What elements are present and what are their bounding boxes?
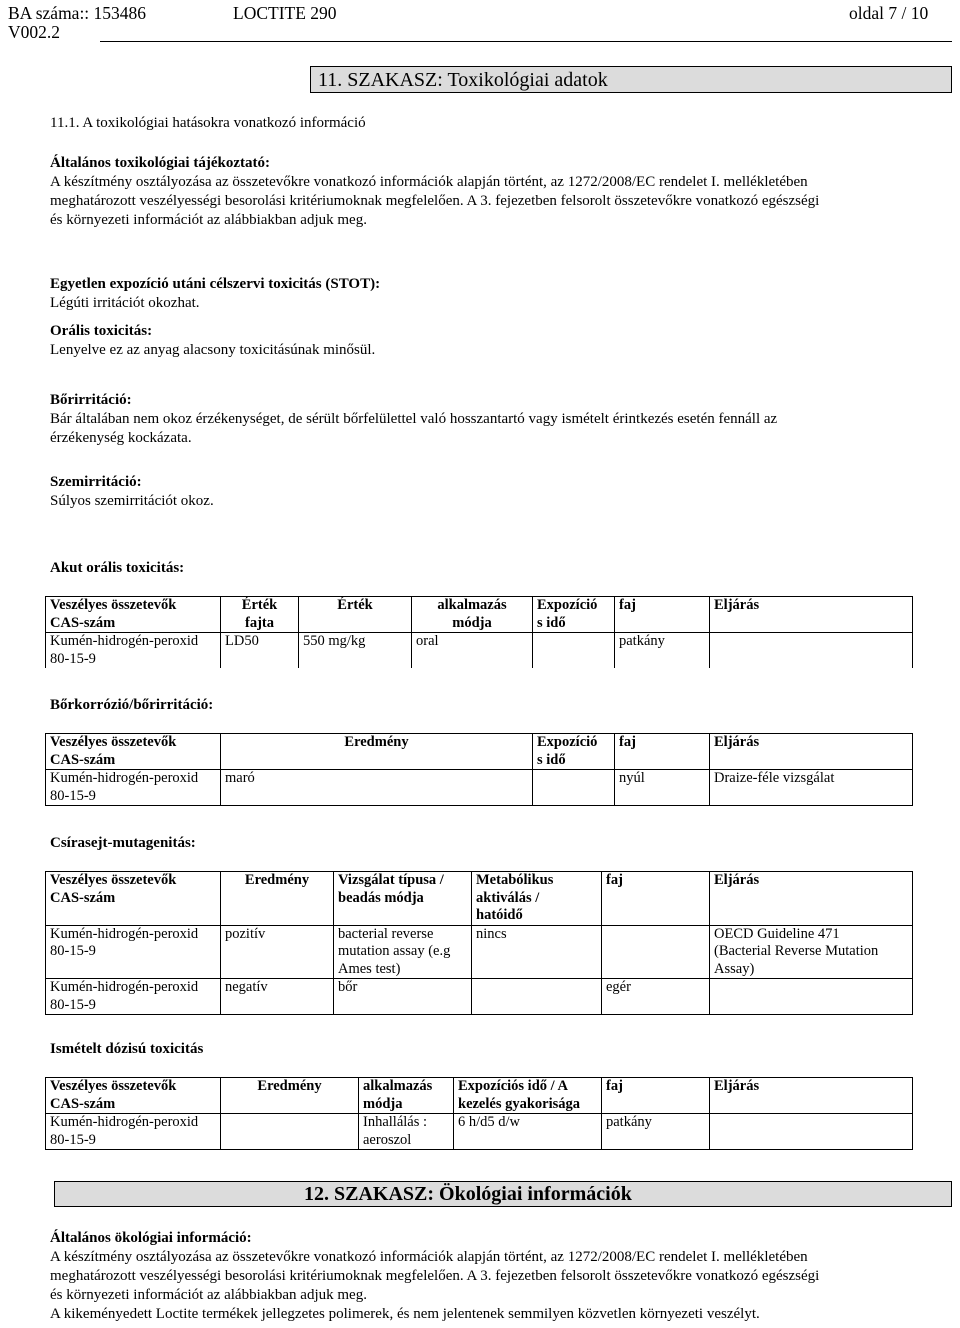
eco-text-2: meghatározott veszélyességi besorolási kritériumoknak megfelelően. A 3. fejezetben felsorolt összetevőkre vonatkozó egészségi <box>50 1268 820 1284</box>
col-method: Eljárás <box>710 734 913 770</box>
cell-metabolic: nincs <box>472 925 602 979</box>
cell-species: nyúl <box>615 770 710 806</box>
col-test-type: Vizsgálat típusa / beadás módja <box>334 872 472 926</box>
cell-method: Draize-féle vizsgálat <box>710 770 913 806</box>
header-divider <box>100 41 952 42</box>
stot-text: Légúti irritációt okozhat. <box>50 295 200 311</box>
cell-method <box>710 979 913 1015</box>
skin-irritation-heading: Bőrirritáció: <box>50 392 132 408</box>
cell-route: Inhallálás : aeroszol <box>359 1114 454 1150</box>
cell-method: OECD Guideline 471 (Bacterial Reverse Mutation Assay) <box>710 925 913 979</box>
cell-test-type: bacterial reverse mutation assay (e.g Ames test) <box>334 925 472 979</box>
mutagenicity-heading: Csírasejt-mutagenitás: <box>50 835 196 851</box>
cell-exposure: 6 h/d5 d/w <box>454 1114 602 1150</box>
cell-species: patkány <box>602 1114 710 1150</box>
cell-component: Kumén-hidrogén-peroxid 80-15-9 <box>46 633 221 669</box>
col-species: faj <box>602 1078 710 1114</box>
cell-result <box>221 1114 359 1150</box>
col-method: Eljárás <box>710 872 913 926</box>
table-header-row <box>46 872 913 926</box>
general-tox-text-2: meghatározott veszélyességi besorolási kritériumoknak megfelelően. A 3. fejezetben felsorolt összetevőkre vonatkozó egészségi <box>50 193 820 209</box>
cell-component: Kumén-hidrogén-peroxid 80-15-9 <box>46 1114 221 1150</box>
col-exposure: Expozíció s idő <box>533 597 615 633</box>
skin-corrosion-table <box>45 733 913 806</box>
col-value-type: Érték fajta <box>221 597 299 633</box>
eco-text-3: és környezeti információt az alábbiakban adjuk meg. <box>50 1287 367 1303</box>
table-row <box>46 979 913 1015</box>
oral-text: Lenyelve ez az anyag alacsony toxicitásúnak minősül. <box>50 342 376 358</box>
repeated-dose-table <box>45 1077 913 1150</box>
table-header-row <box>46 734 913 770</box>
general-tox-text-1: A készítmény osztályozása az összetevőkre vonatkozó információk alapján történt, az 1272/2008/EC rendelet I. mellékletében <box>50 174 808 190</box>
col-result: Eredmény <box>221 734 533 770</box>
cell-result: negatív <box>221 979 334 1015</box>
col-component: Veszélyes összetevők CAS-szám <box>46 597 221 633</box>
cell-species: egér <box>602 979 710 1015</box>
col-route: alkalmazás módja <box>359 1078 454 1114</box>
eco-general-heading: Általános ökológiai információ: <box>50 1230 252 1246</box>
cell-species <box>602 925 710 979</box>
eye-irritation-heading: Szemirritáció: <box>50 474 142 490</box>
stot-heading: Egyetlen expozíció utáni célszervi toxicitás (STOT): <box>50 276 381 292</box>
table-row <box>46 633 913 669</box>
col-result: Eredmény <box>221 872 334 926</box>
table-row <box>46 770 913 806</box>
col-component: Veszélyes összetevők CAS-szám <box>46 872 221 926</box>
table-header-row <box>46 597 913 633</box>
eco-text-4: A kikeményedett Loctite termékek jellegzetes polimerek, és nem jelentenek semmilyen közvetlen környezeti veszélyt. <box>50 1306 760 1322</box>
header-version: V002.2 <box>8 22 61 42</box>
cell-exposure <box>533 770 615 806</box>
section-12-title: 12. SZAKASZ: Ökológiai információk <box>304 1183 632 1205</box>
cell-result: pozitív <box>221 925 334 979</box>
cell-method <box>710 1114 913 1150</box>
table-header-row <box>46 1078 913 1114</box>
col-method: Eljárás <box>710 597 913 633</box>
col-method: Eljárás <box>710 1078 913 1114</box>
mutagenicity-table <box>45 871 913 1015</box>
col-component: Veszélyes összetevők CAS-szám <box>46 1078 221 1114</box>
cell-value-type: LD50 <box>221 633 299 669</box>
cell-route: oral <box>412 633 533 669</box>
skin-corrosion-heading: Bőrkorrózió/bőrirritáció: <box>50 697 214 713</box>
eye-irritation-text: Súlyos szemirritációt okoz. <box>50 493 214 509</box>
eco-text-1: A készítmény osztályozása az összetevőkre vonatkozó információk alapján történt, az 1272/2008/EC rendelet I. mellékletében <box>50 1249 808 1265</box>
cell-result: maró <box>221 770 533 806</box>
general-tox-text-3: és környezeti információt az alábbiakban adjuk meg. <box>50 212 367 228</box>
col-value: Érték <box>299 597 412 633</box>
section-11-title: 11. SZAKASZ: Toxikológiai adatok <box>318 69 608 91</box>
skin-irritation-text-2: érzékenység kockázata. <box>50 430 192 446</box>
col-result: Eredmény <box>221 1078 359 1114</box>
cell-value: 550 mg/kg <box>299 633 412 669</box>
header-product: LOCTITE 290 <box>233 3 337 23</box>
cell-metabolic <box>472 979 602 1015</box>
col-exposure: Expozíciós idő / A kezelés gyakorisága <box>454 1078 602 1114</box>
cell-component: Kumén-hidrogén-peroxid 80-15-9 <box>46 979 221 1015</box>
cell-exposure <box>533 633 615 669</box>
col-component: Veszélyes összetevők CAS-szám <box>46 734 221 770</box>
repeated-dose-heading: Ismételt dózisú toxicitás <box>50 1041 204 1057</box>
skin-irritation-text-1: Bár általában nem okoz érzékenységet, de sérült bőrfelülettel való hosszantartó vagy ismételt érintkezés esetén fennáll az <box>50 411 778 427</box>
header-ba-number: BA száma:: 153486 <box>8 3 147 23</box>
col-species: faj <box>615 734 710 770</box>
cell-component: Kumén-hidrogén-peroxid 80-15-9 <box>46 770 221 806</box>
cell-method <box>710 633 913 669</box>
subsection-11-1: 11.1. A toxikológiai hatásokra vonatkozó információ <box>50 115 366 131</box>
cell-species: patkány <box>615 633 710 669</box>
general-tox-heading: Általános toxikológiai tájékoztató: <box>50 155 270 171</box>
cell-component: Kumén-hidrogén-peroxid 80-15-9 <box>46 925 221 979</box>
table-row <box>46 925 913 979</box>
acute-oral-table <box>45 596 913 668</box>
table-row <box>46 1114 913 1150</box>
col-exposure: Expozíció s idő <box>533 734 615 770</box>
header-page-number: oldal 7 / 10 <box>849 3 929 23</box>
cell-test-type: bőr <box>334 979 472 1015</box>
acute-oral-heading: Akut orális toxicitás: <box>50 560 185 576</box>
col-species: faj <box>615 597 710 633</box>
oral-heading: Orális toxicitás: <box>50 323 153 339</box>
col-metabolic: Metabólikus aktiválás / hatóidő <box>472 872 602 926</box>
col-route: alkalmazás módja <box>412 597 533 633</box>
col-species: faj <box>602 872 710 926</box>
